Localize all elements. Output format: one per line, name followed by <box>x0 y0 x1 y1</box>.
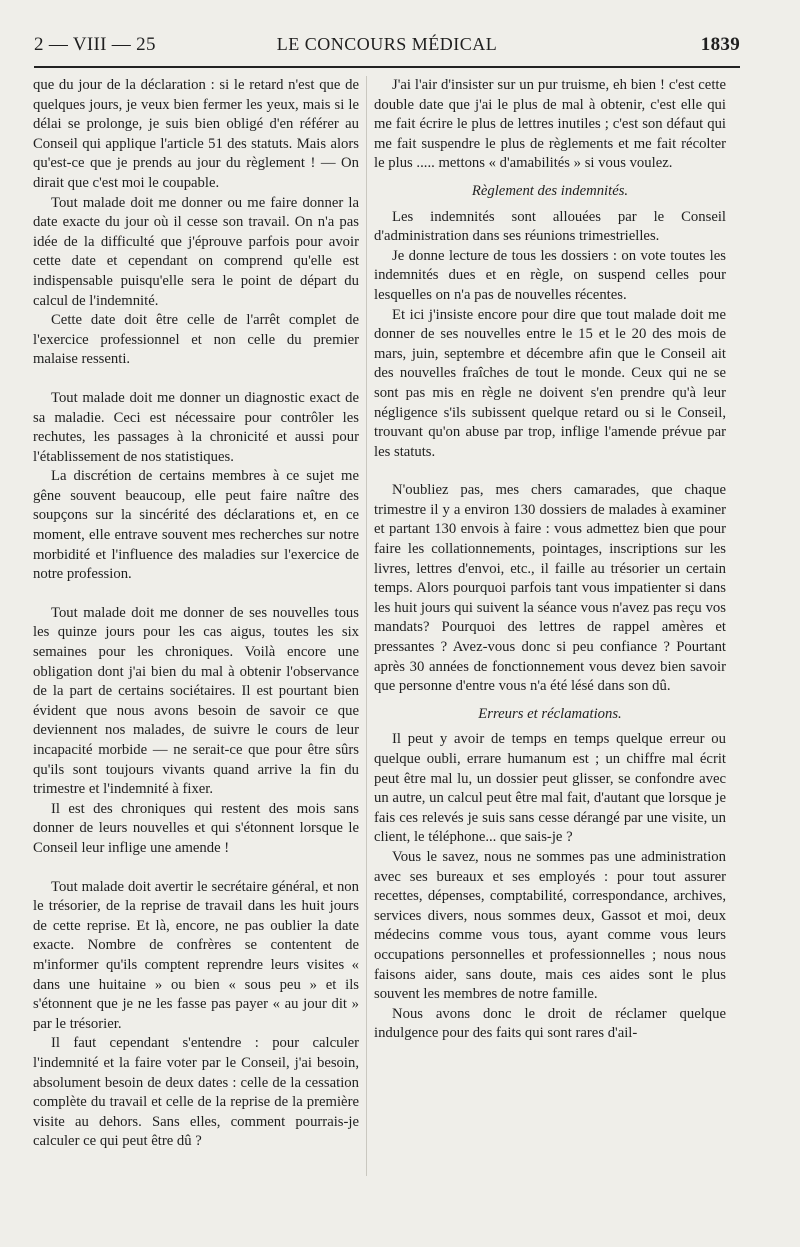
paragraph: La discrétion de certains membres à ce sujet me gêne souvent beaucoup, elle peut faire naître des soupçons sur la sincérité des déclarations et, en ce moment, elle entrave souvent mes recherches sur notre morbidité et l'influence des maladies sur l'exercice de notre profession. <box>33 468 359 583</box>
journal-title: LE CONCOURS MÉDICAL <box>276 34 498 54</box>
paragraph: Tout malade doit me donner ou me faire donner la date exacte du jour où il cesse son travail. On n'a pas idée de la difficulté que j'éprouve parfois pour avoir cette date et cependant on comprend qu'elle est indispensable puisqu'elle sera le point de départ du calcul de l'indemnité. <box>33 194 359 309</box>
page-number: 1839 <box>700 34 740 55</box>
section-heading: Erreurs et réclamations. <box>478 705 622 722</box>
paragraph: Il faut cependant s'entendre : pour calculer l'indemnité et la faire voter par le Conseil, j'ai besoin, absolument besoin de deux dates : celle de la cessation complète du travail et celle de la reprise de la première visite au dehors. Sans elles, comment pourrais-je calculer ce qui peut être dû ? <box>33 1035 359 1150</box>
paragraph: que du jour de la déclaration : si le retard n'est que de quelques jours, je veux bien fermer les yeux, mais si le délai se prolonge, je suis bien obligé d'en référer au Conseil qui applique l'article 51 des statuts. Mais alors qu'est-ce que je prends au jour du règlement ! — On dirait que c'est moi le coupable. <box>33 77 359 191</box>
header-issue-ref: 2 — VIII — 25 <box>34 34 156 55</box>
paragraph: Vous le savez, nous ne sommes pas une administration avec ses bureaux et ses employés : pour tout assurer recettes, dépenses, comptabilité, correspondance, archives, services divers, nous sommes deux, Gassot et moi, deux médecins comme vous tous, ayant comme vous leurs occupations personnelles et professionnelles ; nous nous faisons aider, sans doute, mais ces aides sont le plus souvent les membres de notre famille. <box>374 848 726 1003</box>
paragraph: J'ai l'air d'insister sur un pur truisme, eh bien ! c'est cette double date que j'ai le plus de mal à obtenir, c'est elle qui me fait écrire le plus de lettres inutiles ; c'est son défaut qui me fait suspendre le plus de règlements et me fait récolter le plus ..... mettons « d'amabilités » si vous voulez. <box>374 77 726 172</box>
column-divider <box>366 76 367 1176</box>
right-column <box>374 76 726 1044</box>
paragraph: Et ici j'insiste encore pour dire que tout malade doit me donner de ses nouvelles entre le 15 et le 20 des mois de mars, juin, septembre et décembre afin que le Conseil ait des nouvelles fraîches de tout le monde. Ceux qui ne se sont pas mis en règle ne doivent s'en prendre qu'à leur négligence s'ils subissent quelque retard ou si le Conseil, trouvant qu'on abuse par trop, inflige l'amende prévue par les statuts. <box>374 306 726 460</box>
paragraph: Les indemnités sont allouées par le Conseil d'administration dans ses réunions trimestrielles. <box>374 208 726 245</box>
paragraph: Tout malade doit me donner de ses nouvelles tous les quinze jours pour les cas aigus, toutes les six semaines pour les chroniques. Voilà encore une obligation dont j'ai bien du mal à obtenir l'observance de la part de certains sociétaires. Il est pourtant bien évident que nous avons besoin de savoir ce que deviennent nos malades, de suivre le cours de leur incapacité morbide — ne serait-ce que pour être sûrs qu'ils sont toujours vivants quand arrive la fin du trimestre et l'indemnité à fixer. <box>33 604 359 798</box>
section-heading: Règlement des indemnités. <box>471 182 629 199</box>
paragraph: Je donne lecture de tous les dossiers : on vote toutes les indemnités dues et en règle, on suspend celles pour lesquelles on n'a pas de nouvelles récentes. <box>374 247 726 303</box>
paragraph: Tout malade doit avertir le secrétaire général, et non le trésorier, de la reprise de travail dans les huit jours de cette reprise. Et là, encore, ne pas oublier la date exacte. Nombre de confrères se contentent de m'informer qu'ils comptent reprendre leurs visites « dans une huitaine » ou bien « sous peu » et ils s'étonnent que je ne les fasse pas payer « au jour dit » par le trésorier. <box>33 878 359 1032</box>
paragraph: Nous avons donc le droit de réclamer quelque indulgence pour des faits qui sont rares d'ail- <box>374 1005 726 1042</box>
paragraph: Il peut y avoir de temps en temps quelque erreur ou quelque oubli, errare humanum est ; un chiffre mal écrit peut être mal lu, un dossier peut glisser, se confondre avec un autre, un calcul peut être mal fait, d'autant que lorsque je fais ces relevés je suis sans cesse dérangé par une visite, un client, le téléphone... que sais-je ? <box>374 731 726 846</box>
paragraph: Cette date doit être celle de l'arrêt complet de l'exercice professionnel et non celle du premier malaise ressenti. <box>33 312 359 368</box>
header-rule <box>34 66 740 68</box>
paragraph: N'oubliez pas, mes chers camarades, que chaque trimestre il y a environ 130 dossiers de malades à examiner et partant 130 envois à faire : vous admettez bien que pour faire les collationnements, pointages, inscriptions sur les livres, lettres d'envoi, etc., il faille au trésorier un certain temps. Alors pourquoi parfois tant vous impatienter si dans les huit jours qui suivent la séance vous n'avez pas reçu vos mandats? Pourquoi des lettres de rappel amères et pressantes ? Avez-vous donc si peu confiance ? Pourtant après 30 années de fonctionnement vous devez bien savoir que personne d'entre vous n'a été lésé dans son dû. <box>374 482 726 695</box>
paragraph: Tout malade doit me donner un diagnostic exact de sa maladie. Ceci est nécessaire pour contrôler les rechutes, les passages à la chronicité et aussi pour l'établissement de nos statistiques. <box>33 389 359 465</box>
paragraph: Il est des chroniques qui restent des mois sans donner de leurs nouvelles et qui s'étonnent lorsque le Conseil leur inflige une amende ! <box>33 800 359 856</box>
running-header <box>34 34 740 60</box>
left-column <box>33 76 359 1152</box>
